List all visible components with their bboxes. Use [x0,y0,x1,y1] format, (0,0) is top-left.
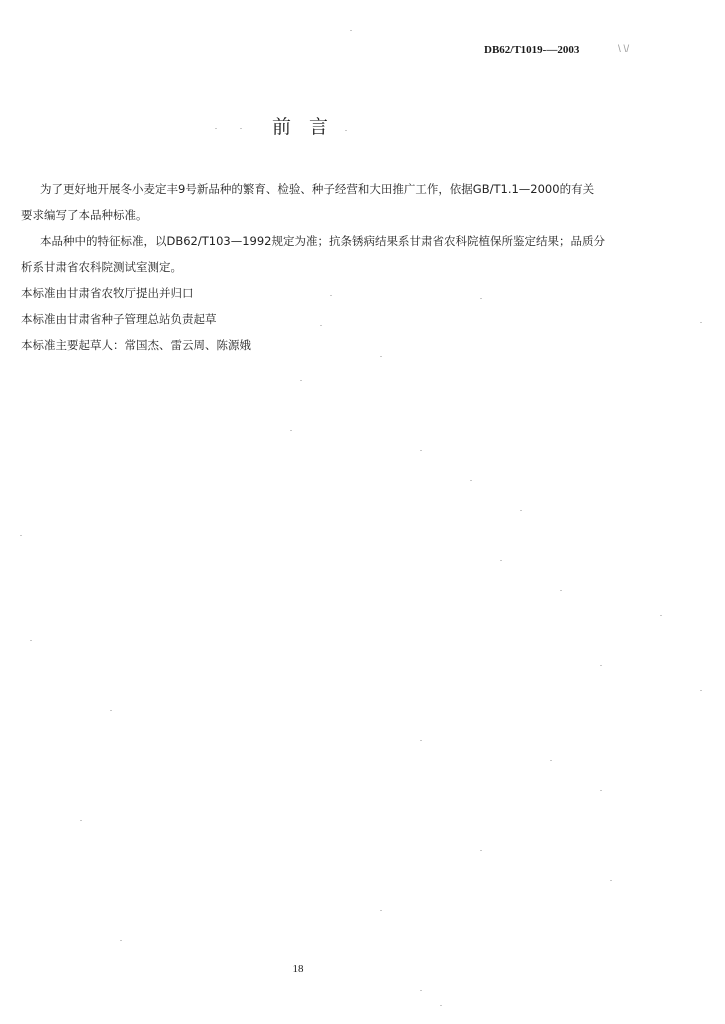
paragraph-5: 本标准主要起草人：常国杰、雷云周、陈源娥 [21,338,251,352]
paragraph-4: 本标准由甘肃省种子管理总站负责起草 [21,312,217,326]
scan-mark: \ \/ [618,44,630,55]
paragraph-1-line-1: 为了更好地开展冬小麦定丰9号新品种的繁育、检验、种子经营和大田推广工作，依据GB/T1.1—2000的有关 [40,182,595,196]
paragraph-3: 本标准由甘肃省农牧厅提出并归口 [21,286,194,300]
paragraph-2-line-1: 本品种中的特征标准，以DB62/T103—1992规定为准；抗条锈病结果系甘肃省农科院植保所鉴定结果；品质分 [40,234,605,248]
title-char-2: 言 [309,116,329,138]
page-title [0,112,600,139]
standard-code: DB62/T1019-—2003 [484,44,580,56]
title-char-1: 前 [271,116,291,138]
paragraph-1-line-2: 要求编写了本品种标准。 [21,208,148,222]
paragraph-2-line-2: 析系甘肃省农科院测试室测定。 [21,260,182,274]
page-number: 18 [292,963,304,975]
